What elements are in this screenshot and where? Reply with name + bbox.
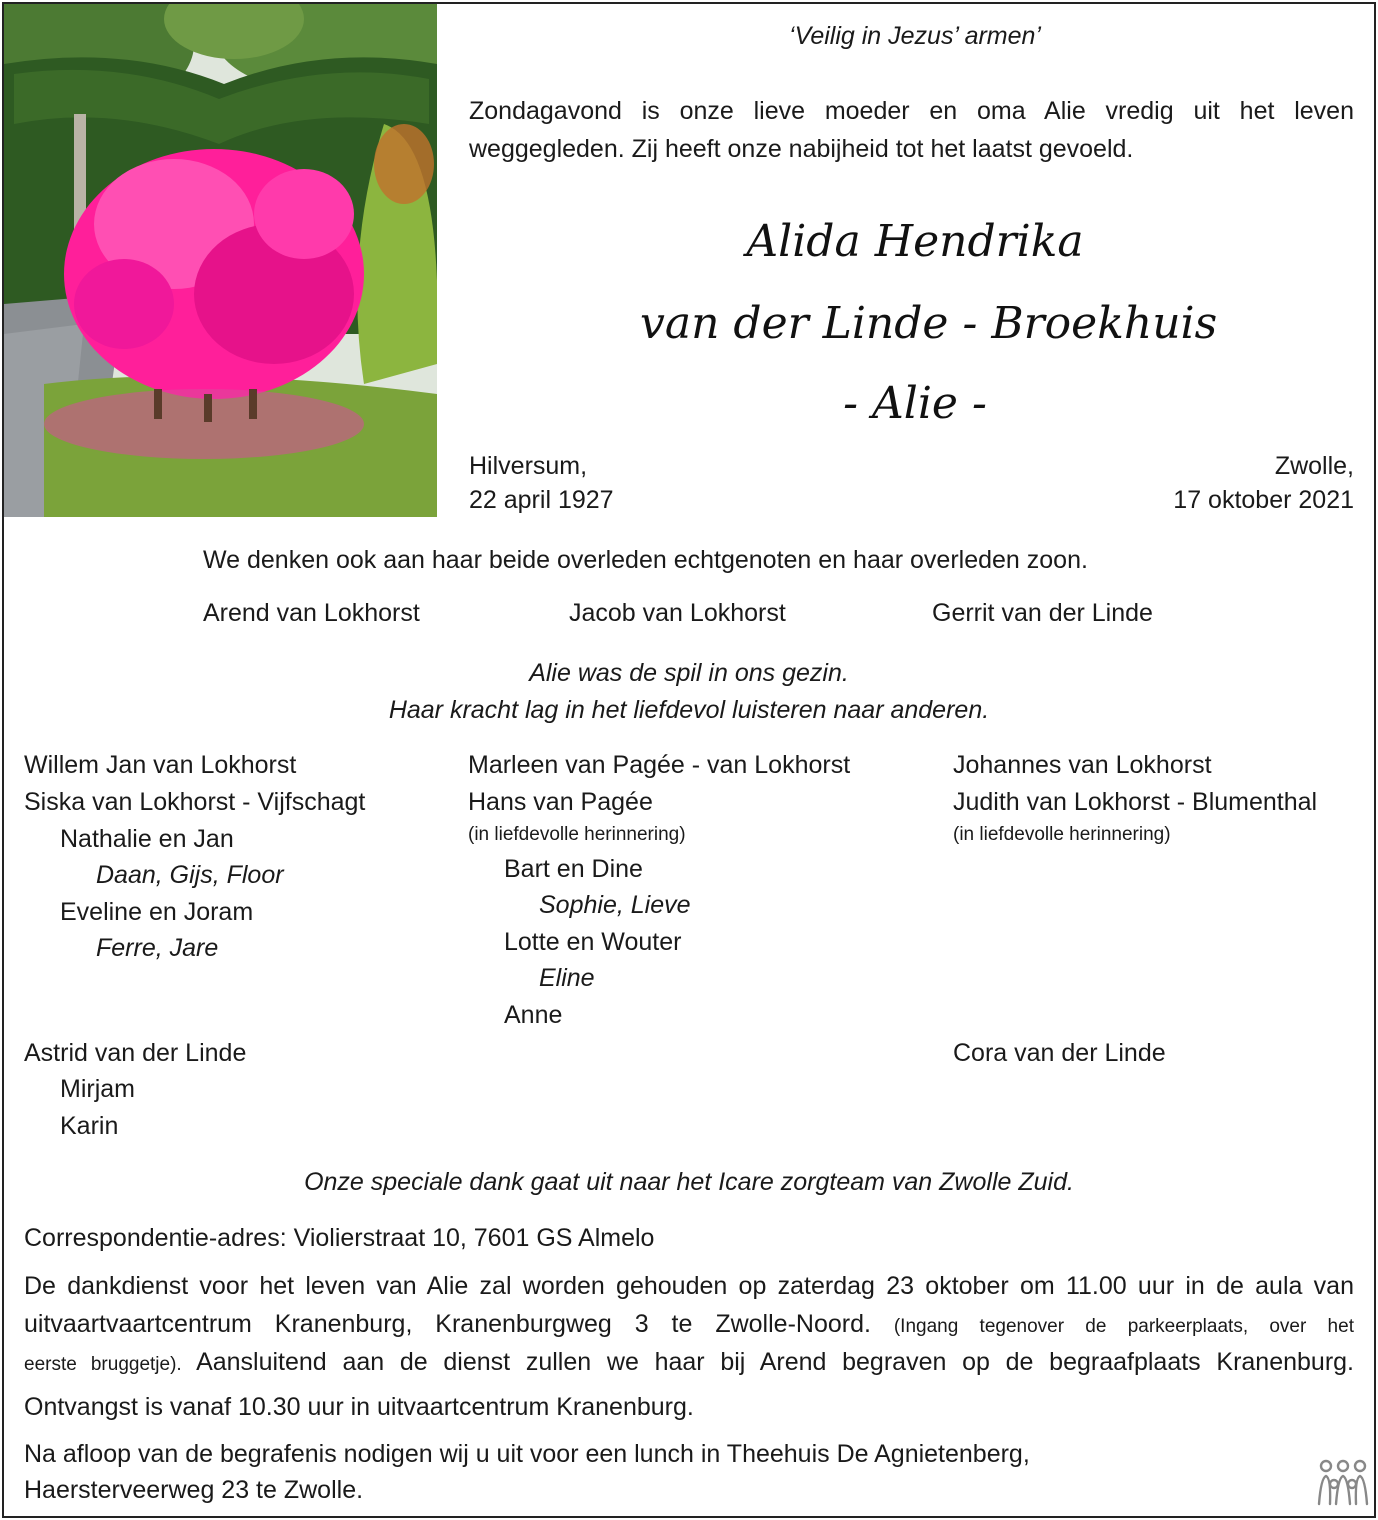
- service-location: uitvaartvaartcentrum Kranenburg, Kranenburgweg 3 te Zwolle-Noord.: [24, 1310, 871, 1338]
- family-memorial-note: (in liefdevolle herinnering): [468, 824, 686, 845]
- people-group-icon: [1316, 1458, 1370, 1506]
- family-name: Marleen van Pagée - van Lokhorst: [468, 751, 851, 779]
- family-name: Judith van Lokhorst - Blumenthal: [953, 788, 1318, 816]
- quote-line-2: Haar kracht lag in het liefdevol luisteren naar anderen.: [388, 696, 990, 724]
- motto: ‘Veilig in Jezus’ armen’: [789, 22, 1041, 50]
- lunch-line-2: Haersterveerweg 23 te Zwolle.: [24, 1476, 364, 1504]
- family-name: Johannes van Lokhorst: [953, 751, 1212, 779]
- remembrance-name: Jacob van Lokhorst: [569, 599, 786, 627]
- service-line-2: [24, 1306, 1354, 1345]
- family-grandchildren: Daan, Gijs, Floor: [96, 861, 284, 889]
- birth-date: 22 april 1927: [469, 486, 614, 514]
- family-name: Astrid van der Linde: [24, 1039, 247, 1067]
- remembrance-name: Gerrit van der Linde: [932, 599, 1153, 627]
- family-name: Nathalie en Jan: [60, 825, 234, 853]
- family-grandchildren: Eline: [539, 964, 595, 992]
- family-grandchildren: Ferre, Jare: [96, 934, 219, 962]
- family-name: Bart en Dine: [504, 855, 643, 883]
- correspondence-address: Correspondentie-adres: Violierstraat 10, 7601 GS Almelo: [24, 1224, 655, 1252]
- pink-shrub-photo: [4, 4, 437, 517]
- lunch-line-1: Na afloop van de begrafenis nodigen wij u uit voor een lunch in Theehuis De Agnietenberg,: [24, 1440, 1030, 1468]
- family-memorial-note: (in liefdevolle herinnering): [953, 824, 1171, 845]
- remembrance-text: We denken ook aan haar beide overleden echtgenoten en haar overleden zoon.: [203, 546, 1088, 574]
- family-name: Eveline en Joram: [60, 898, 254, 926]
- reception-text: Ontvangst is vanaf 10.30 uur in uitvaartcentrum Kranenburg.: [24, 1393, 694, 1421]
- family-name: Siska van Lokhorst - Vijfschagt: [24, 788, 366, 816]
- service-line-3: [24, 1344, 1354, 1383]
- intro-line-2: weggegleden. Zij heeft onze nabijheid tot het laatst gevoeld.: [469, 135, 1134, 163]
- name-last: van der Linde - Broekhuis: [640, 298, 1218, 349]
- service-entrance-note: (Ingang tegenover de parkeerplaats, over het: [893, 1316, 1354, 1337]
- service-entrance-note-end: eerste bruggetje).: [24, 1354, 182, 1375]
- birth-place: Hilversum,: [469, 452, 588, 480]
- family-name: Willem Jan van Lokhorst: [24, 751, 297, 779]
- name-first: Alida Hendrika: [746, 216, 1084, 267]
- death-place: Zwolle,: [1274, 452, 1354, 480]
- quote-line-1: Alie was de spil in ons gezin.: [529, 659, 849, 687]
- service-line-1: De dankdienst voor het leven van Alie zal worden gehouden op zaterdag 23 oktober om 11.00 uur in de aula van: [24, 1272, 1354, 1300]
- family-name: Anne: [504, 1001, 563, 1029]
- family-name: Mirjam: [60, 1075, 135, 1103]
- intro-line-1: Zondagavond is onze lieve moeder en oma Alie vredig uit het leven: [469, 97, 1354, 125]
- family-name: Hans van Pagée: [468, 788, 653, 816]
- remembrance-name: Arend van Lokhorst: [203, 599, 420, 627]
- name-nickname: - Alie -: [843, 378, 987, 429]
- family-name: Lotte en Wouter: [504, 928, 682, 956]
- family-name: Karin: [60, 1112, 119, 1140]
- death-date: 17 oktober 2021: [1173, 486, 1354, 514]
- family-name: Cora van der Linde: [953, 1039, 1166, 1067]
- service-burial: Aansluitend aan de dienst zullen we haar bij Arend begraven op de begraafplaats Kranenburg.: [196, 1348, 1354, 1376]
- thanks-text: Onze speciale dank gaat uit naar het Icare zorgteam van Zwolle Zuid.: [304, 1168, 1074, 1196]
- family-grandchildren: Sophie, Lieve: [539, 891, 691, 919]
